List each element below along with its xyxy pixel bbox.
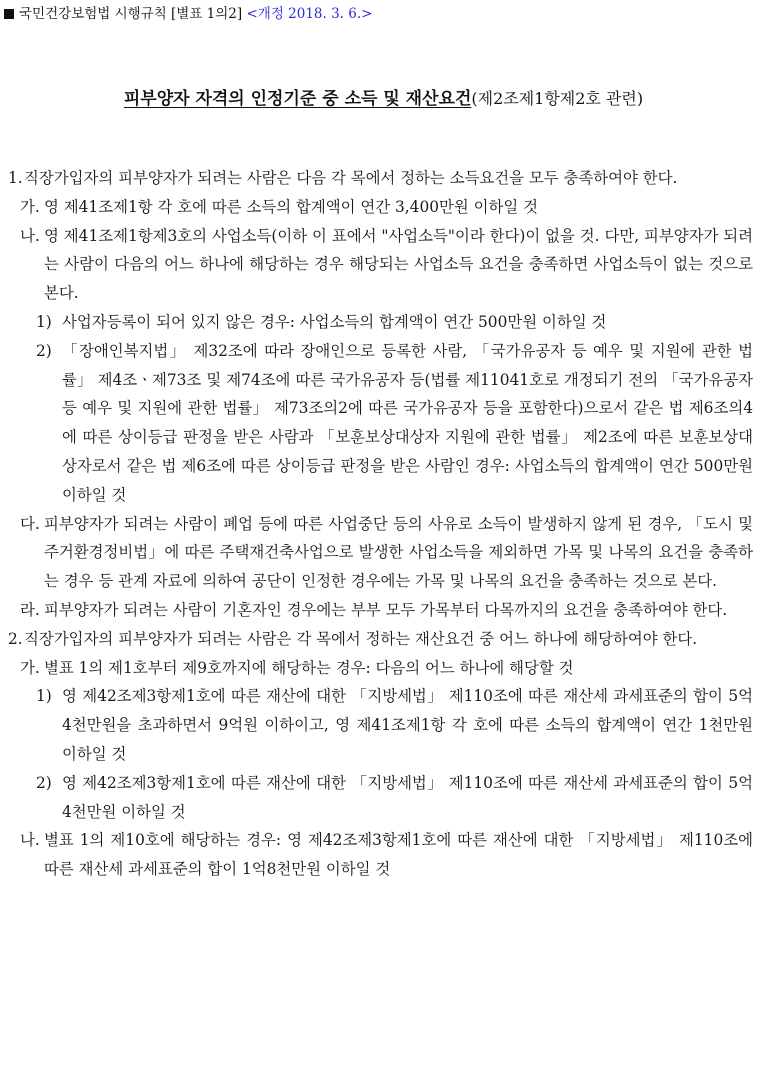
clause-text: 피부양자가 되려는 사람이 폐업 등에 따른 사업중단 등의 사유로 소득이 발생하지 않게 된 경우, 「도시 및 주거환경정비법」에 따른 주택재건축사업으로 발생한 사업소득을 제외하면 가목 및 나목의 요건을 충족하는 경우 등 관계 자료에 의하여 공단이 인정한 경우에는 가목 및 나목의 요건을 충족하는 것으로 본다. — [44, 514, 753, 591]
document-body — [0, 164, 767, 884]
clause-text: 직장가입자의 피부양자가 되려는 사람은 다음 각 목에서 정하는 소득요건을 모두 충족하여야 한다. — [24, 169, 678, 187]
title-main: 피부양자 자격의 인정기준 중 소득 및 재산요건 — [123, 89, 472, 109]
clause-text: 「장애인복지법」 제32조에 따라 장애인으로 등록한 사람, 「국가유공자 등 예우 및 지원에 관한 법률」 제4조ㆍ제73조 및 제74조에 따른 국가유공자 등(법률 제11041호로 개정되기 전의 「국가유공자 등 예우 및 지원에 관한 법률」 제73조의2에 따른 국가유공자 등을 포함한다)으로서 같은 법 제6조의4에 따른 상이등급 판정을 받은 사람과 「보훈보상대상자 지원에 관한 법률」 제2조에 따른 보훈보상대상자로서 같은 법 제6조에 따른 상이등급 판정을 받은 사람인 경우: 사업소득의 합계액이 연간 500만원 이하일 것 — [62, 341, 753, 504]
clause-1-na — [0, 222, 767, 308]
document-title — [0, 86, 767, 112]
clause-marker: 1. — [8, 169, 23, 187]
clause-text: 직장가입자의 피부양자가 되려는 사람은 각 목에서 정하는 재산요건 중 어느 하나에 해당하여야 한다. — [24, 629, 698, 648]
clause-text: 별표 1의 제10호에 해당하는 경우: 영 제42조제3항제1호에 따른 재산에 대한 「지방세법」 제110조에 따른 재산세 과세표준의 합이 1억8천만원 이하일 것 — [44, 831, 753, 879]
clause-marker: 1) — [36, 312, 52, 331]
clause-1-na-1 — [0, 308, 767, 337]
clause-marker: 가. — [20, 658, 40, 677]
clause-1-ga — [0, 193, 767, 222]
clause-text: 영 제42조제3항제1호에 따른 재산에 대한 「지방세법」 제110조에 따른 재산세 과세표준의 합이 5억 4천만원을 초과하면서 9억원 이하이고, 영 제41조제1항 각 호에 따른 소득의 합계액이 연간 1천만원 이하일 것 — [62, 687, 753, 763]
clause-1-ra — [0, 596, 767, 625]
clause-text: 사업자등록이 되어 있지 않은 경우: 사업소득의 합계액이 연간 500만원 이하일 것 — [62, 312, 607, 331]
clause-2-ga-1 — [0, 682, 767, 768]
clause-marker: 다. — [20, 514, 40, 533]
clause-text: 별표 1의 제1호부터 제9호까지에 해당하는 경우: 다음의 어느 하나에 해당할 것 — [44, 658, 574, 677]
clause-marker: 나. — [20, 831, 40, 850]
law-reference: 국민건강보험법 시행규칙 [별표 1의2] — [19, 6, 243, 22]
clause-marker: 2) — [36, 773, 52, 792]
clause-2-ga-2 — [0, 769, 767, 827]
clause-marker: 1) — [36, 687, 52, 706]
revision-date: <개정 2018. 3. 6.> — [246, 6, 373, 22]
clause-marker: 가. — [20, 197, 40, 216]
clause-1-da — [0, 510, 767, 596]
square-bullet-icon — [4, 9, 14, 19]
clause-2-na — [0, 826, 767, 884]
document-header — [4, 4, 763, 24]
clause-marker: 2. — [8, 629, 23, 648]
clause-2 — [0, 625, 767, 654]
clause-1 — [0, 164, 767, 193]
clause-marker: 2) — [36, 341, 52, 360]
clause-1-na-2 — [0, 337, 767, 510]
clause-marker: 나. — [20, 226, 40, 245]
clause-text: 영 제41조제1항제3호의 사업소득(이하 이 표에서 "사업소득"이라 한다)이 없을 것. 다만, 피부양자가 되려는 사람이 다음의 어느 하나에 해당하는 경우 해당되는 사업소득 요건을 충족하면 사업소득이 없는 것으로 본다. — [44, 226, 753, 303]
clause-text: 영 제41조제1항 각 호에 따른 소득의 합계액이 연간 3,400만원 이하일 것 — [44, 197, 539, 216]
clause-text: 피부양자가 되려는 사람이 기혼자인 경우에는 부부 모두 가목부터 다목까지의 요건을 충족하여야 한다. — [44, 600, 728, 619]
clause-text: 영 제42조제3항제1호에 따른 재산에 대한 「지방세법」 제110조에 따른 재산세 과세표준의 합이 5억4천만원 이하일 것 — [62, 773, 753, 821]
clause-marker: 라. — [20, 600, 40, 619]
title-reference: (제2조제1항제2호 관련) — [471, 89, 644, 108]
clause-2-ga — [0, 654, 767, 683]
